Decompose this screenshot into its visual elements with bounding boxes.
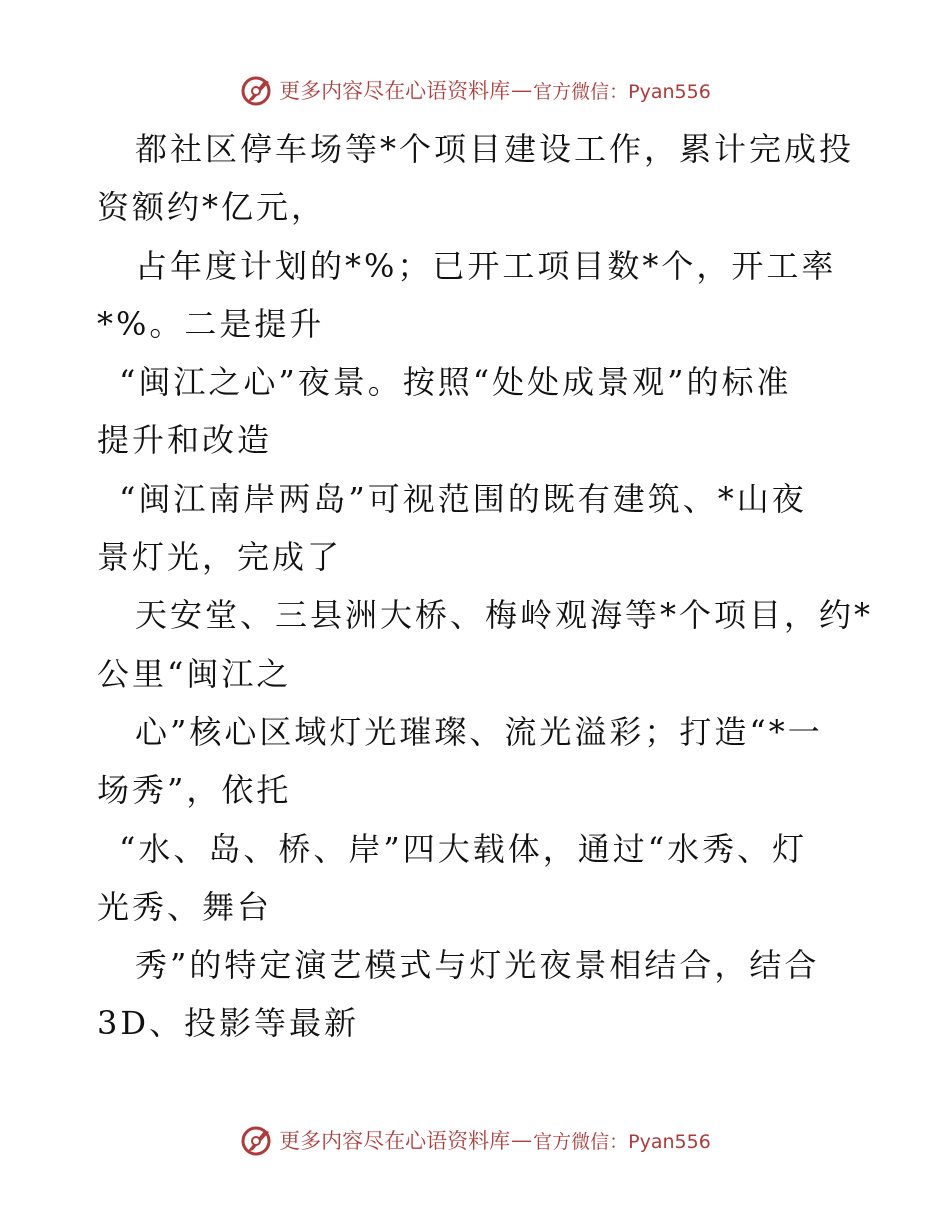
text-line: 资额约*亿元， — [97, 188, 327, 227]
text-line: 场秀”，依托 — [97, 771, 292, 810]
text-line: 光秀、舞台 — [97, 887, 273, 926]
text-line: 秀”的特定演艺模式与灯光夜景相结合，结合 — [135, 946, 820, 985]
footer-watermark — [0, 1120, 950, 1160]
banner-wechat: 官方微信：Pyan556 — [533, 1130, 711, 1153]
text-line: 占年度计划的*%；已开工项目数*个，开工率 — [135, 246, 837, 285]
quill-logo-icon — [239, 72, 275, 108]
document-body — [97, 120, 877, 1053]
text-line: 提升和改造 — [97, 421, 273, 460]
banner-separator: — — [511, 1128, 533, 1152]
text-line: “闽江南岸两岛”可视范围的既有建筑、*山夜 — [119, 479, 807, 518]
text-line: “水、岛、桥、岸”四大载体，通过“水秀、灯 — [119, 829, 808, 868]
text-line: 公里“闽江之 — [97, 654, 292, 693]
banner-brand: 更多内容尽在心语资料库 — [279, 79, 511, 103]
text-line: *%。二是提升 — [97, 304, 325, 343]
text-line: “闽江之心”夜景。按照“处处成景观”的标准 — [119, 363, 792, 402]
banner-wechat: 官方微信：Pyan556 — [533, 80, 711, 103]
quill-logo-icon — [239, 1122, 275, 1158]
banner-separator: — — [511, 78, 533, 102]
text-line: 天安堂、三县洲大桥、梅岭观海等*个项目，约* — [135, 596, 874, 635]
text-line: 景灯光，完成了 — [97, 538, 343, 577]
text-line: 都社区停车场等*个项目建设工作，累计完成投 — [135, 130, 855, 168]
banner-brand: 更多内容尽在心语资料库 — [279, 1129, 511, 1153]
text-line: 心”核心区域灯光璀璨、流光溢彩；打造“*一 — [135, 712, 823, 751]
text-line: 3D、投影等最新 — [97, 1004, 360, 1043]
header-watermark — [0, 70, 950, 110]
